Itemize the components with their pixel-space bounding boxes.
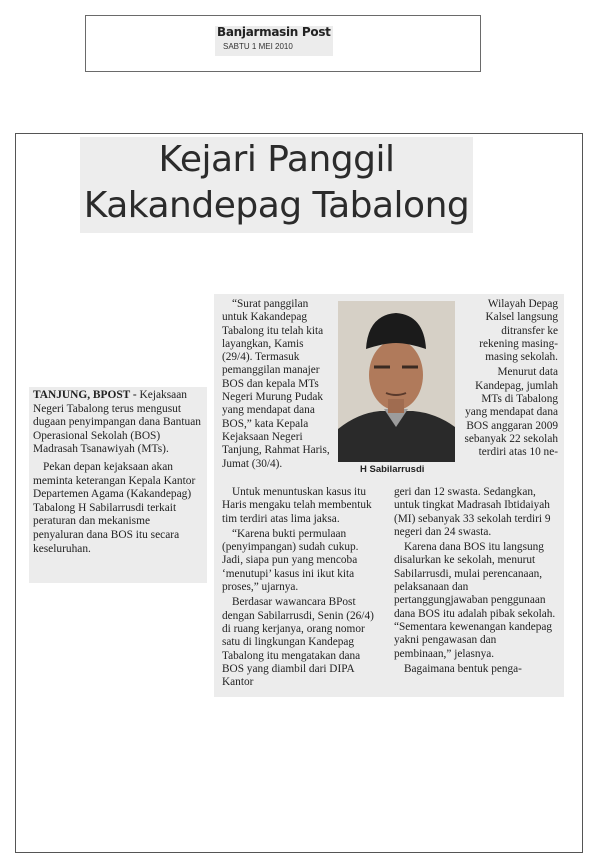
headline xyxy=(80,137,473,229)
right-paragraph-5: Bagaimana bentuk penga- xyxy=(404,662,522,675)
paragraph-3: Untuk menuntuskan kasus itu Haris mengaku telah membentuk tim terdiri atas lima jaksa. xyxy=(222,486,372,525)
right-paragraph-1: Wilayah Depag Kalsel langsung ditransfer ke rekening masing-masing sekolah. xyxy=(479,298,558,364)
body-column-1 xyxy=(222,298,334,473)
body-column-3 xyxy=(462,298,558,462)
lead-text: Kejaksaan Negeri Tabalong terus mengusut dugaan penyimpangan dana Bantuan Operasional Sekolah (BOS) Madrasah Tsanawiyah (MTs). xyxy=(33,389,201,456)
headline-line-2: Kakandepag Tabalong xyxy=(83,185,470,226)
publication-date: SABTU 1 MEI 2010 xyxy=(223,42,293,51)
lead-paragraph xyxy=(33,389,203,457)
portrait-illustration xyxy=(338,301,455,462)
right-paragraph-4: Karena dana BOS itu langsung disalurkan ke sekolah, menurut Sabilarrusdi, mulai perencanaan, pelaksanaan dan pertanggungjawaban penggunaan dana BOS itu adalah pibak sekolah. “Sementara kewenangan kandepag yakni pengawasan dan pembinaan,” jelasnya. xyxy=(394,541,556,660)
paragraph-4: Berdasar wawancara BPost dengan Sabilarrusdi, Senin (26/4) di ruang kerjanya, orang nomor satu di lingkungan Kandepag Tabalong itu mengatakan dana BOS yang diambil dari DIPA Kantor xyxy=(222,596,374,689)
photo-caption: H Sabilarrusdi xyxy=(360,464,425,475)
quote-2: “Karena bukti permulaan (penyimpangan) sudah cukup. Jadi, siapa pun yang mencoba ‘menutupi’ kasus ini ikut kita proses,” ujarnya. xyxy=(222,527,359,594)
right-paragraph-2: Menurut data Kandepag, jumlah MTs di Tabalong yang mendapat dana BOS anggaran 2009 sebanyak 22 sekolah terdiri atas 10 ne- xyxy=(464,366,558,459)
newspaper-name: Banjarmasin Post xyxy=(217,25,331,39)
dateline: TANJUNG, BPOST - xyxy=(33,389,140,401)
body-column-2 xyxy=(222,486,382,691)
portrait-photo xyxy=(338,301,455,462)
right-paragraph-3: geri dan 12 swasta. Sedangkan, untuk tingkat Madrasah Ibtidaiyah (MI) sebanyak 33 sekolah terdiri 9 negeri dan 24 swasta. xyxy=(394,486,551,538)
quote-1: “Surat panggilan untuk Kakandepag Tabalong itu telah kita layangkan, Kamis (29/4). Termasuk pemanggilan manajer BOS dan kepala MTs Negeri Murung Pudak yang mendapat dana BOS,” kata Kepala Kejaksaan Negeri Tanjung, Rahmat Haris, Jumat (30/4). xyxy=(222,298,330,470)
paragraph-2: Pekan depan kejaksaan akan meminta keterangan Kepala Kantor Departemen Agama (Kakandepag) Tabalong H Sabilarrusdi terkait peraturan dan mekanisme penyaluran dana BOS itu secara keseluruhan. xyxy=(33,460,196,555)
body-column-4 xyxy=(394,486,556,678)
headline-line-1: Kejari Panggil xyxy=(158,139,395,180)
lead-column xyxy=(33,389,203,560)
